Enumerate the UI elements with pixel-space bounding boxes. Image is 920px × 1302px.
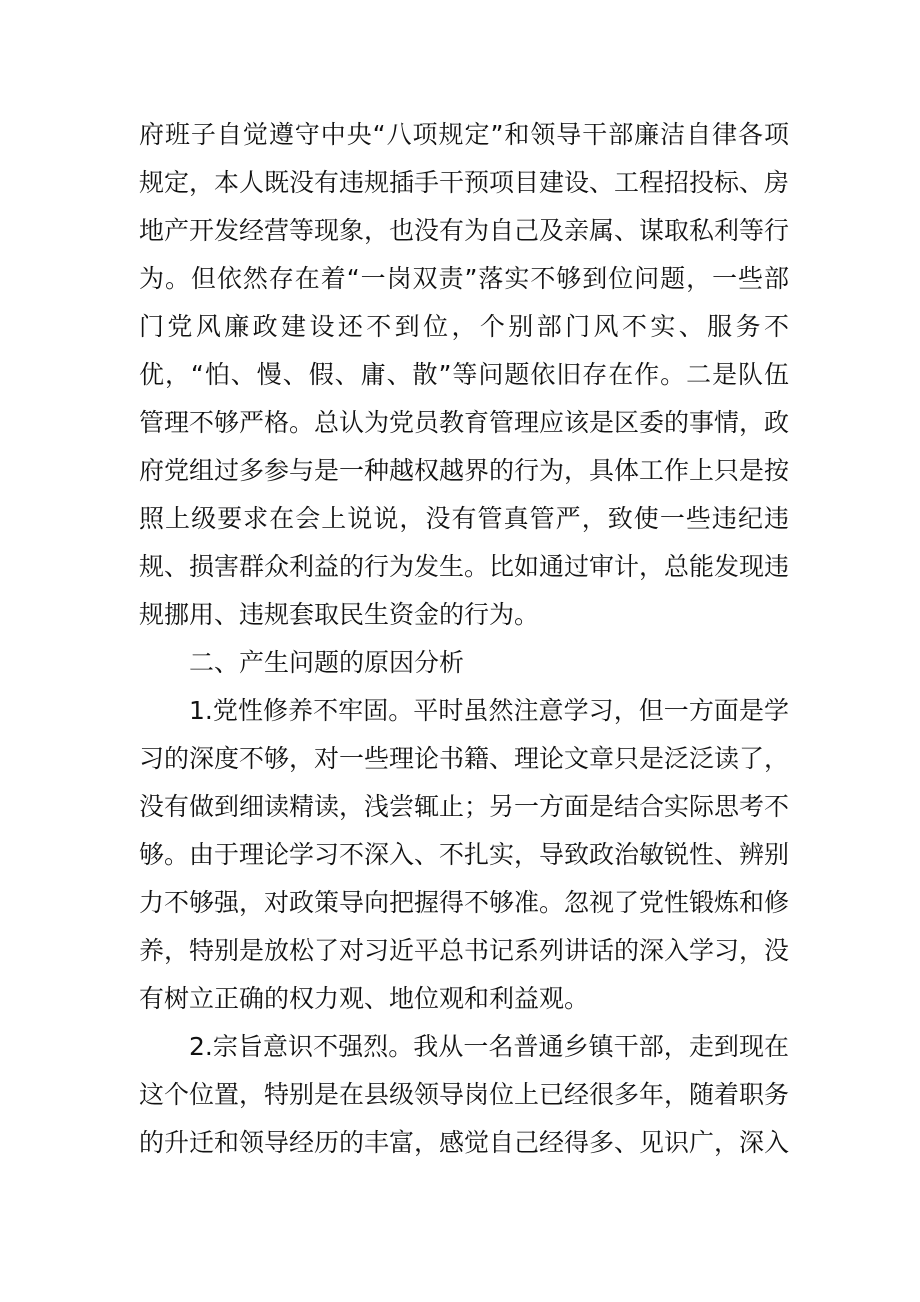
paragraph-party-spirit: 1.党性修养不牢固。平时虽然注意学习，但一方面是学习的深度不够，对一些理论书籍、理论文章只是泛泛读了，没有做到细读精读，浅尝辄止；另一方面是结合实际思考不够。由于理论学习不深入、不扎实，导致政治敏锐性、辨别力不够强，对政策导向把握得不够准。忽视了党性锻炼和修养，特别是放松了对习近平总书记系列讲话的深入学习，没有树立正确的权力观、地位观和利益观。 (139, 696, 790, 1013)
paragraph-party-discipline-continued: 府班子自觉遵守中央“八项规定”和领导干部廉洁自律各项规定，本人既没有违规插手干预项目建设、工程招投标、房地产开发经营等现象，也没有为自己及亲属、谋取私利等行为。但依然存在着“一岗双责”落实不够到位问题，一些部门党风廉政建设还不到位，个别部门风不实、服务不优，“怕、慢、假、庸、散”等问题依旧存在作。二是队伍管理不够严格。总认为党员教育管理应该是区委的事情，政府党组过多参与是一种越权越界的行为，具体工作上只是按照上级要求在会上说说，没有管真管严，致使一些违纪违规、损害群众利益的行为发生。比如通过审计，总能发现违规挪用、违规套取民生资金的行为。 (139, 120, 790, 629)
document-body (139, 111, 789, 1167)
paragraph-purpose-awareness: 2.宗旨意识不强烈。我从一名普通乡镇干部，走到现在这个位置，特别是在县级领导岗位上已经很多年，随着职务的升迁和领导经历的丰富，感觉自己经得多、见识广，深入 (139, 1032, 790, 1157)
section-heading-cause-analysis: 二、产生问题的原因分析 (189, 648, 465, 677)
